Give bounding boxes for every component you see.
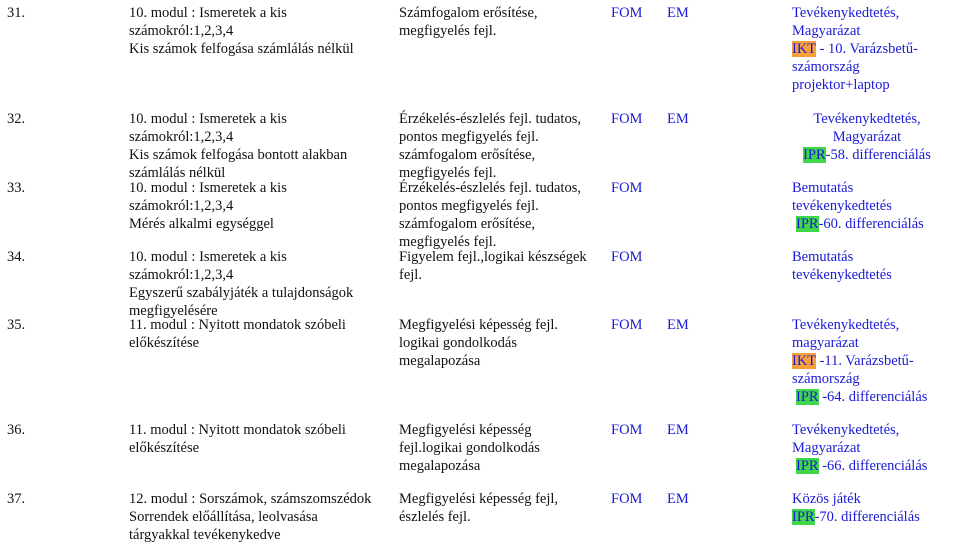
form-cell: FOM: [611, 5, 643, 21]
form-cell: FOM: [611, 491, 643, 507]
row-number: 31.: [7, 5, 26, 21]
row-number: 33.: [7, 180, 26, 196]
form2-cell: EM: [667, 111, 689, 127]
form-cell: FOM: [611, 317, 643, 333]
form2-cell: EM: [667, 5, 689, 21]
skill-cell: Számfogalom erősítése, megfigyelés fejl.: [399, 5, 538, 39]
method-cell: Tevékenykedtetés, Magyarázat IKT - 10. Varázsbetű- számország projektor+laptop: [792, 5, 918, 93]
topic-cell: 10. modul : Ismeretek a kis számokról:1,2,3,4 Mérés alkalmi egységgel: [129, 180, 287, 232]
row-number: 32.: [7, 111, 26, 127]
topic-cell: 12. modul : Sorszámok, számszomszédok Sorrendek előállítása, leolvasása tárgyakkal tevékenykedve: [129, 491, 372, 543]
topic-cell: 11. modul : Nyitott mondatok szóbeli előkészítése: [129, 317, 346, 351]
topic-cell: 10. modul : Ismeretek a kis számokról:1,2,3,4 Egyszerű szabályjáték a tulajdonságok megfigyelésére: [129, 249, 354, 319]
topic-cell: 10. modul : Ismeretek a kis számokról:1,2,3,4 Kis számok felfogása számlálás nélkül: [129, 5, 354, 57]
ipr-badge: IPR: [796, 389, 819, 405]
form2-cell: EM: [667, 491, 689, 507]
method-cell: Bemutatás tevékenykedtetés: [792, 249, 892, 283]
skill-cell: Megfigyelési képesség fejl.logikai gondolkodás megalapozása: [399, 422, 540, 474]
row-number: 35.: [7, 317, 26, 333]
ikt-badge: IKT: [792, 353, 816, 369]
form-cell: FOM: [611, 249, 643, 265]
row-number: 36.: [7, 422, 26, 438]
skill-cell: Figyelem fejl.,logikai készségek fejl.: [399, 249, 587, 283]
method-cell: Közös játék IPR-70. differenciálás: [792, 491, 920, 525]
ikt-badge: IKT: [792, 41, 816, 57]
row-number: 37.: [7, 491, 26, 507]
form-cell: FOM: [611, 422, 643, 438]
ipr-badge: IPR: [792, 509, 815, 525]
method-cell: Tevékenykedtetés, magyarázat IKT -11. Varázsbetű- számország IPR -64. differenciálás: [792, 317, 928, 405]
ipr-badge: IPR: [796, 216, 819, 232]
method-cell: Tevékenykedtetés, Magyarázat IPR -66. differenciálás: [792, 422, 928, 474]
form-cell: FOM: [611, 180, 643, 196]
form-cell: FOM: [611, 111, 643, 127]
skill-cell: Megfigyelési képesség fejl, észlelés fejl.: [399, 491, 559, 525]
topic-cell: 10. modul : Ismeretek a kis számokról:1,2,3,4 Kis számok felfogása bontott alakban számlálás nélkül: [129, 111, 348, 181]
method-cell: Bemutatás tevékenykedtetés IPR-60. differenciálás: [792, 180, 924, 232]
form2-cell: EM: [667, 317, 689, 333]
form2-cell: EM: [667, 422, 689, 438]
method-cell: Tevékenykedtetés, Magyarázat IPR-58. differenciálás: [803, 111, 931, 163]
ipr-badge: IPR: [796, 458, 819, 474]
skill-cell: Érzékelés-észlelés fejl. tudatos, pontos megfigyelés fejl. számfogalom erősítése, megfigyelés fejl.: [399, 180, 581, 250]
ipr-badge: IPR: [803, 147, 826, 163]
row-number: 34.: [7, 249, 26, 265]
skill-cell: Megfigyelési képesség fejl. logikai gondolkodás megalapozása: [399, 317, 559, 369]
topic-cell: 11. modul : Nyitott mondatok szóbeli előkészítése: [129, 422, 346, 456]
skill-cell: Érzékelés-észlelés fejl. tudatos, pontos megfigyelés fejl. számfogalom erősítése, megfigyelés fejl.: [399, 111, 581, 181]
